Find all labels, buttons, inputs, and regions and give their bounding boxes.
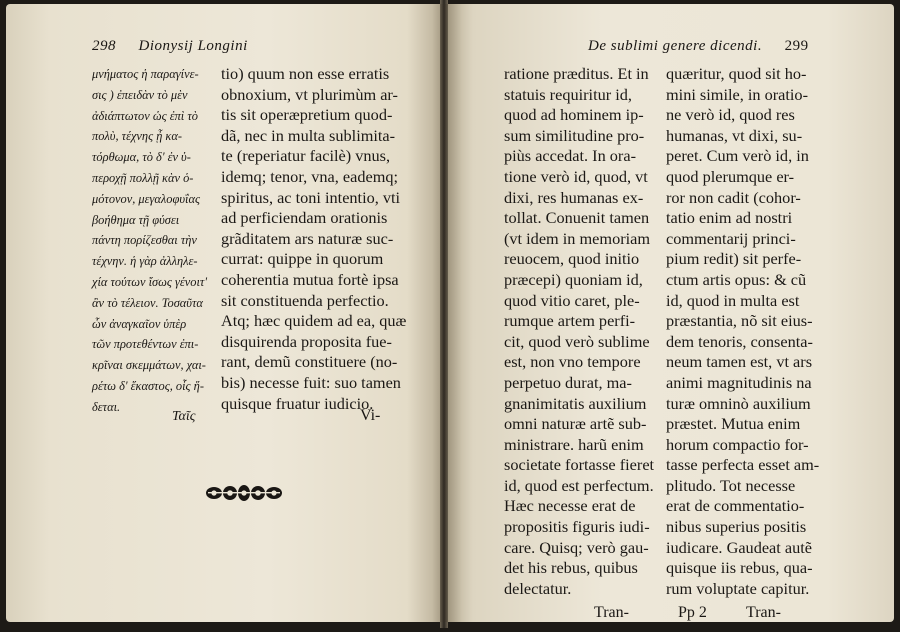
text-line: delectatur. (504, 578, 572, 598)
text-line: propositis figuris iudi- (504, 517, 650, 537)
text-line: tasse perfecta esset am- (666, 455, 820, 475)
text-line: gnanimitatis auxilium (504, 393, 647, 413)
text-line: iudicare. Gaudeat autẽ (666, 537, 812, 557)
text-line: societate fortasse fieret (504, 455, 655, 475)
text-line: quod plerumque er- (666, 166, 795, 186)
latin-text-line: Atq; hæc quidem ad ea, quæ (221, 311, 407, 331)
latin-text-line: currat: quippe in quorum (221, 249, 384, 269)
catchword-latin: Vi- (360, 407, 381, 424)
text-line: dem tenoris, consenta- (666, 331, 813, 351)
latin-text-line: grãditatem ars naturæ suc- (221, 228, 394, 248)
right-running-head (588, 38, 809, 55)
greek-text-line: μνήματος ἡ παραγίνε- (92, 67, 199, 81)
text-line: quod vitio caret, ple- (504, 290, 640, 310)
text-line: ror non cadit (cohor- (666, 187, 801, 207)
right-text-column-b (666, 64, 819, 599)
text-line: turæ omninò auxilium (666, 393, 811, 413)
signature-mark: Pp 2 (678, 604, 707, 621)
text-line: præstantia, nõ sit eius- (666, 311, 813, 331)
right-running-title: De sublimi genere dicendi. (588, 38, 763, 54)
greek-text-line: τέχνην. ἡ γὰρ ἀλληλε- (92, 254, 198, 269)
left-page-number: 298 (92, 38, 116, 54)
left-page (6, 4, 442, 622)
greek-text-line: ὧν ἀναγκαῖον ὑπὲρ (92, 316, 187, 331)
latin-text-line: coherentia mutua fortè ipsa (221, 269, 399, 289)
text-line: tollat. Conuenit tamen (504, 208, 650, 228)
text-line: omni naturæ artẽ sub- (504, 414, 647, 434)
latin-text-column (221, 64, 406, 414)
text-line: rumque artem perfi- (504, 311, 636, 331)
text-line: peret. Cum verò id, in (666, 146, 809, 166)
latin-text-line: rant, demũ constituere (no- (221, 352, 398, 372)
text-line: quæritur, quod sit ho- (666, 64, 807, 83)
text-line: neum tamen est, vt ars (666, 352, 813, 372)
catchword-b: Tran- (746, 604, 781, 621)
latin-text-line: spiritus, ac toni intentio, vti (221, 187, 401, 207)
latin-text-line: obnoxium, vt plurimùm ar- (221, 84, 398, 104)
greek-text-line: πάντη πορίζεσθαι τὴν (92, 233, 197, 248)
text-line: plitudo. Tot necesse (666, 475, 796, 495)
greek-text-line: ρέτω δ' ἕκαστος, οἷς ἥ- (92, 378, 204, 393)
latin-text-line: te (reperiatur facilè) vnus, (221, 146, 391, 166)
text-line: (vt idem in memoriam (504, 228, 651, 248)
greek-text-line: σις ) ἐπειδὰν τὸ μὲν (92, 87, 188, 102)
latin-text-line: tio) quum non esse erratis (221, 64, 390, 83)
text-line: rum voluptate capitur. (666, 578, 810, 598)
greek-text-line: δεται. (92, 399, 121, 414)
greek-text-line: τόρθωμα, τὸ δ' ἐν ὑ- (92, 150, 191, 165)
text-line: det his rebus, quibus (504, 558, 638, 578)
text-line: est, non vno tempore (504, 352, 641, 372)
left-running-title: Dionysij Longini (138, 38, 248, 54)
text-line: piùs accedat. In ora- (504, 146, 636, 166)
text-line: Hæc necesse erat de (504, 496, 636, 516)
text-line: quisque iis rebus, qua- (666, 558, 813, 578)
catchword-greek: Ταῖς (172, 409, 196, 424)
text-line: quod ad hominem ip- (504, 105, 644, 125)
text-line: humanas, vt dixi, su- (666, 125, 803, 145)
greek-text-line: χία τούτων ἴσως γένοιτ' (92, 274, 208, 289)
catchword-a: Tran- (594, 604, 629, 621)
book-gutter (440, 0, 448, 628)
greek-text-line: τῶν προτεθέντων ἐπι- (92, 337, 199, 352)
text-line: tatio enim ad nostri (666, 208, 793, 228)
text-line: mini simile, in oratio- (666, 84, 808, 104)
text-line: ministrare. harũ enim (504, 434, 644, 454)
text-line: ratione præditus. Et in (504, 64, 649, 83)
text-line: præcepi) quoniam id, (504, 269, 643, 289)
latin-text-line: quisque fruatur iudicio. (221, 393, 374, 413)
text-line: id, quod est perfectum. (504, 475, 654, 495)
text-line: præstet. Mutua enim (666, 414, 801, 434)
greek-text-line: ἀδιάπτωτον ὡς ἐπὶ τὸ (92, 108, 198, 123)
text-line: cit, quod verò sublime (504, 331, 650, 351)
greek-text-line: μότονον, μεγαλοφυΐας (92, 191, 201, 206)
open-book (6, 0, 896, 628)
greek-text-line: κρῖναι σκεμμάτων, χαι- (92, 358, 206, 373)
latin-text-line: sit constituenda perfectio. (221, 290, 389, 310)
text-line: perpetuo durat, ma- (504, 372, 632, 392)
fleuron-ornament-icon (204, 483, 284, 503)
left-running-head (92, 38, 248, 55)
text-line: pium redit) sit perfe- (666, 249, 802, 269)
latin-text-line: disquirenda proposita fue- (221, 331, 392, 351)
greek-text-column (92, 64, 207, 418)
latin-text-line: idemq; tenor, vna, eademq; (221, 166, 399, 186)
right-text-column-a (504, 64, 654, 599)
right-page (446, 4, 894, 622)
text-line: erat de commentatio- (666, 496, 805, 516)
text-line: ctum artis opus: & cũ (666, 269, 807, 289)
greek-text-line: πολὺ, τέχνης ᾖ κα- (92, 129, 183, 144)
latin-text-line: dã, nec in multa sublimita- (221, 125, 396, 145)
greek-text-line: βοήθημα τῇ φύσει (92, 212, 180, 227)
greek-text-line: ἂν τὸ τέλειον. Τοσαῦτα (92, 295, 203, 310)
text-line: horum compactio for- (666, 434, 809, 454)
text-line: reuocem, quod initio (504, 249, 640, 269)
text-line: nibus superius positis (666, 517, 807, 537)
latin-text-line: bis) necesse fuit: suo tamen (221, 372, 401, 392)
text-line: statuis requiritur id, (504, 84, 632, 104)
text-line: ne verò id, quod res (666, 105, 795, 125)
text-line: sum similitudine pro- (504, 125, 645, 145)
text-line: commentarij princi- (666, 228, 796, 248)
greek-text-line: περοχῇ πολλῇ κὰν ὁ- (92, 170, 194, 185)
text-line: animi magnitudinis na (666, 372, 812, 392)
latin-text-line: ad perficiendam orationis (221, 208, 388, 228)
text-line: dixi, res humanas ex- (504, 187, 644, 207)
right-page-number: 299 (784, 38, 809, 54)
text-line: tione verò id, quod, vt (504, 166, 648, 186)
latin-text-line: tis sit operæpretium quod- (221, 105, 393, 125)
text-line: id, quod in multa est (666, 290, 800, 310)
text-line: care. Quisq; verò gau- (504, 537, 649, 557)
